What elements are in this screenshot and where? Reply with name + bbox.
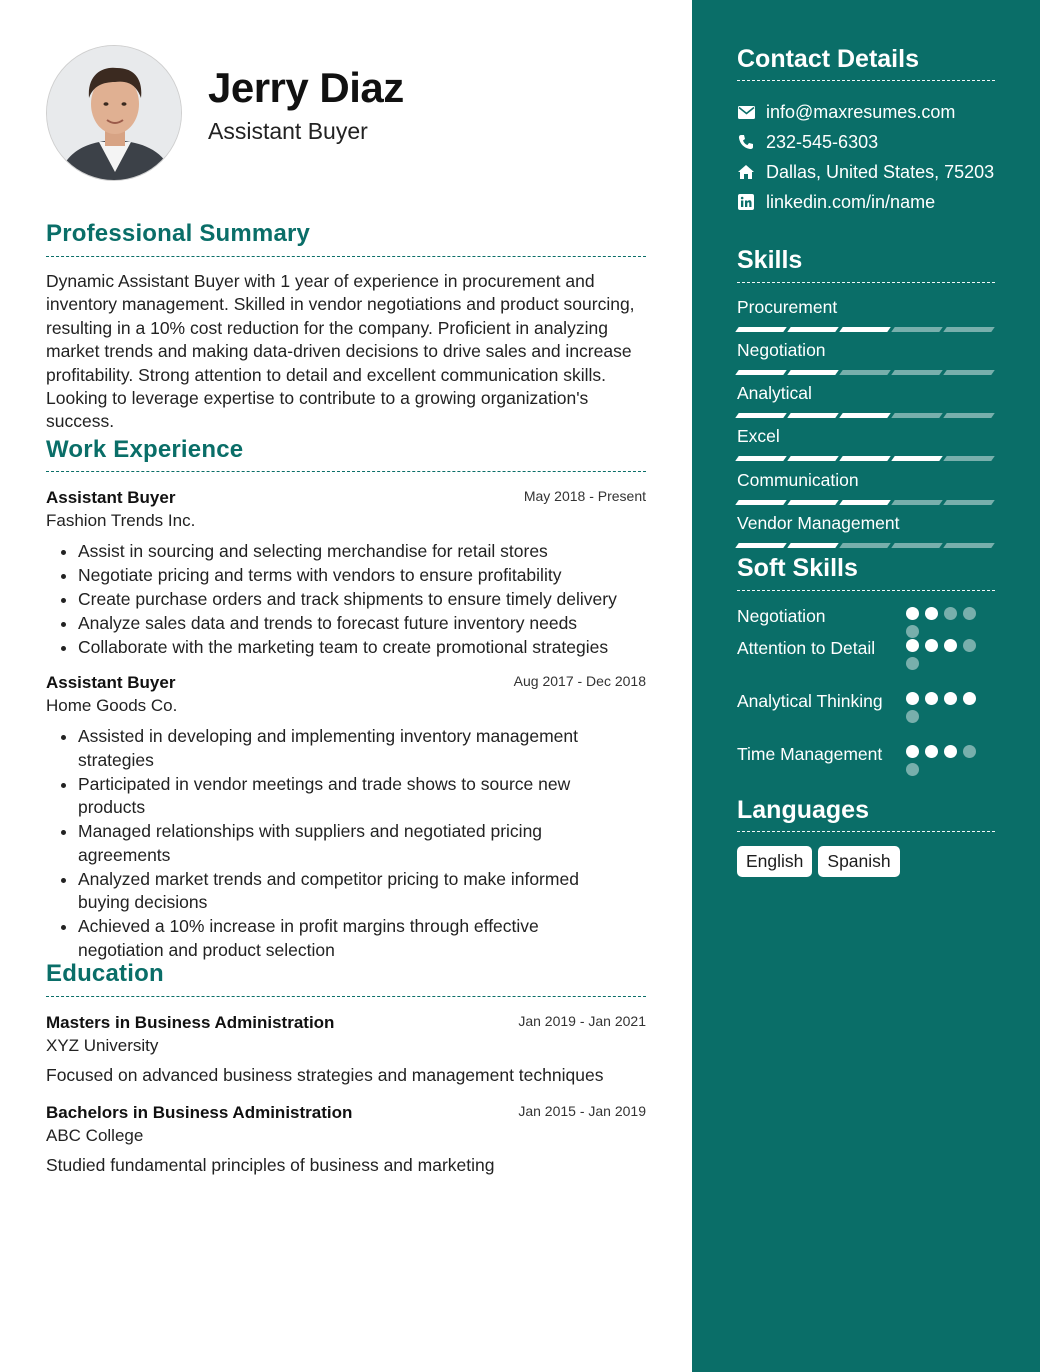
education-description: Studied fundamental principles of business and marketing xyxy=(46,1155,495,1175)
soft-skill-item xyxy=(737,637,995,660)
summary-text: Dynamic Assistant Buyer with 1 year of experience in procurement and inventory management. Skilled in vendor negotiations and product sourcing, resulting in a 10% cost reduction for the company. Proficient in analyzing market trends and making data-driven decisions to drive sales and increase profitability. Strong attention to detail and excellent communication skills. Looking to leverage expertise to contribute to a growing organization's success. xyxy=(46,271,635,432)
job-dates: May 2018 - Present xyxy=(523,488,646,504)
skill-item xyxy=(737,513,995,548)
soft-skill-rating xyxy=(906,745,982,776)
skill-level-meter xyxy=(737,500,995,505)
skill-item xyxy=(737,426,995,461)
job-dates: Aug 2017 - Dec 2018 xyxy=(513,673,646,689)
contact-phone-text: 232-545-6303 xyxy=(766,131,879,152)
skill-level-meter xyxy=(737,456,995,461)
soft-skill-name: Negotiation xyxy=(737,606,826,626)
rating-dot xyxy=(963,745,976,758)
rating-dot xyxy=(906,710,919,723)
skill-level-segment xyxy=(735,370,787,375)
contact-email-text: info@maxresumes.com xyxy=(766,101,956,122)
summary-divider xyxy=(46,256,646,257)
candidate-role: Assistant Buyer xyxy=(208,118,368,144)
contact-phone[interactable] xyxy=(737,130,878,154)
education-dates: Jan 2019 - Jan 2021 xyxy=(518,1013,646,1029)
skill-level-meter xyxy=(737,370,995,375)
skill-level-segment xyxy=(787,543,839,548)
job-bullet: • Achieved a 10% increase in profit margins through effective negotiation and product selection xyxy=(78,915,606,962)
education-dates: Jan 2015 - Jan 2019 xyxy=(518,1103,646,1119)
job-bullet: • Analyze sales data and trends to forecast future inventory needs xyxy=(78,612,646,636)
skill-level-segment xyxy=(735,456,787,461)
skills-divider xyxy=(737,282,995,283)
rating-dot xyxy=(906,745,919,758)
job-title: Assistant Buyer xyxy=(46,673,176,692)
skill-level-segment xyxy=(839,543,891,548)
language-chip: English xyxy=(737,846,812,877)
skill-level-segment xyxy=(943,370,995,375)
soft-skills-heading: Soft Skills xyxy=(737,554,858,582)
skill-level-segment xyxy=(787,413,839,418)
rating-dot xyxy=(944,745,957,758)
skill-name: Excel xyxy=(737,426,780,446)
summary-heading: Professional Summary xyxy=(46,220,311,247)
skill-level-segment xyxy=(891,370,943,375)
rating-dot xyxy=(925,692,938,705)
school-name: XYZ University xyxy=(46,1036,159,1055)
contact-linkedin[interactable] xyxy=(737,190,935,214)
skill-level-segment xyxy=(943,327,995,332)
experience-heading: Work Experience xyxy=(46,436,244,463)
contact-address-text: Dallas, United States, 75203 xyxy=(766,161,995,182)
education-divider xyxy=(46,996,646,997)
degree-title: Bachelors in Business Administration xyxy=(46,1103,353,1122)
job-entry xyxy=(46,673,646,963)
skill-item xyxy=(737,340,995,375)
school-name: ABC College xyxy=(46,1126,144,1145)
soft-skills-divider xyxy=(737,590,995,591)
skill-level-segment xyxy=(839,413,891,418)
skill-level-segment xyxy=(839,327,891,332)
profile-photo xyxy=(46,45,182,181)
rating-dot xyxy=(944,692,957,705)
job-company: Fashion Trends Inc. xyxy=(46,511,196,530)
person-photo-icon xyxy=(47,46,182,181)
skill-level-segment xyxy=(891,413,943,418)
languages-divider xyxy=(737,831,995,832)
skill-level-segment xyxy=(735,327,787,332)
skill-level-meter xyxy=(737,543,995,548)
rating-dot xyxy=(963,692,976,705)
skill-level-segment xyxy=(943,543,995,548)
soft-skill-name: Attention to Detail xyxy=(737,638,876,658)
job-bullet: • Collaborate with the marketing team to create promotional strategies xyxy=(78,636,646,660)
skill-name: Vendor Management xyxy=(737,513,900,533)
soft-skill-item xyxy=(737,690,995,713)
skill-level-segment xyxy=(891,543,943,548)
degree-title: Masters in Business Administration xyxy=(46,1013,335,1032)
skill-item xyxy=(737,383,995,418)
contact-address xyxy=(737,160,994,184)
soft-skill-name: Time Management xyxy=(737,744,883,764)
rating-dot xyxy=(925,607,938,620)
rating-dot xyxy=(906,657,919,670)
skill-level-segment xyxy=(839,456,891,461)
skill-level-meter xyxy=(737,327,995,332)
skills-heading: Skills xyxy=(737,246,803,274)
skill-level-segment xyxy=(787,456,839,461)
rating-dot xyxy=(944,639,957,652)
skill-level-segment xyxy=(943,413,995,418)
education-entry xyxy=(46,1013,646,1086)
skill-level-segment xyxy=(787,327,839,332)
sidebar xyxy=(692,0,1040,1372)
rating-dot xyxy=(906,692,919,705)
rating-dot xyxy=(944,607,957,620)
candidate-name: Jerry Diaz xyxy=(208,64,404,111)
skill-item xyxy=(737,470,995,505)
skill-level-segment xyxy=(787,500,839,505)
contact-heading: Contact Details xyxy=(737,45,919,73)
job-bullet: • Analyzed market trends and competitor pricing to make informed buying decisions xyxy=(78,868,606,915)
skill-name: Communication xyxy=(737,470,859,490)
skill-level-segment xyxy=(735,413,787,418)
job-bullet: • Negotiate pricing and terms with vendors to ensure profitability xyxy=(78,564,646,588)
education-entry xyxy=(46,1103,646,1176)
language-chip: Spanish xyxy=(818,846,899,877)
rating-dot xyxy=(906,763,919,776)
home-icon xyxy=(737,163,755,181)
job-bullet: • Create purchase orders and track shipments to ensure timely delivery xyxy=(78,588,646,612)
skill-level-segment xyxy=(891,327,943,332)
soft-skill-item xyxy=(737,743,995,766)
skill-level-segment xyxy=(839,370,891,375)
rating-dot xyxy=(925,745,938,758)
job-bullets xyxy=(46,725,646,963)
skill-level-segment xyxy=(735,543,787,548)
job-bullet: • Assist in sourcing and selecting merchandise for retail stores xyxy=(78,540,646,564)
skill-level-segment xyxy=(839,500,891,505)
skill-name: Negotiation xyxy=(737,340,826,360)
contact-linkedin-text: linkedin.com/in/name xyxy=(766,191,936,212)
skill-name: Procurement xyxy=(737,297,838,317)
soft-skill-rating xyxy=(906,607,982,638)
job-entry xyxy=(46,488,646,660)
job-company: Home Goods Co. xyxy=(46,696,178,715)
linkedin-icon xyxy=(737,193,755,211)
job-bullet: • Participated in vendor meetings and trade shows to source new products xyxy=(78,773,606,820)
soft-skill-name: Analytical Thinking xyxy=(737,691,883,711)
rating-dot xyxy=(925,639,938,652)
skill-level-segment xyxy=(891,500,943,505)
skill-level-meter xyxy=(737,413,995,418)
skill-level-segment xyxy=(943,456,995,461)
experience-divider xyxy=(46,471,646,472)
languages-list xyxy=(737,846,900,877)
job-bullet: • Assisted in developing and implementing inventory management strategies xyxy=(78,725,606,772)
rating-dot xyxy=(906,607,919,620)
rating-dot xyxy=(906,639,919,652)
rating-dot xyxy=(963,639,976,652)
skill-item xyxy=(737,297,995,332)
skill-level-segment xyxy=(943,500,995,505)
soft-skill-item xyxy=(737,605,995,628)
rating-dot xyxy=(963,607,976,620)
phone-icon xyxy=(737,133,755,151)
education-heading: Education xyxy=(46,960,164,987)
skill-level-segment xyxy=(787,370,839,375)
job-bullets xyxy=(46,540,646,660)
skill-level-segment xyxy=(735,500,787,505)
languages-heading: Languages xyxy=(737,796,869,824)
education-description: Focused on advanced business strategies and management techniques xyxy=(46,1065,604,1085)
contact-divider xyxy=(737,80,995,81)
soft-skill-rating xyxy=(906,639,982,670)
contact-email[interactable] xyxy=(737,100,955,124)
skill-level-segment xyxy=(891,456,943,461)
skill-name: Analytical xyxy=(737,383,812,403)
envelope-icon xyxy=(737,103,755,121)
job-bullet: • Managed relationships with suppliers and negotiated pricing agreements xyxy=(78,820,606,867)
soft-skill-rating xyxy=(906,692,982,723)
job-title: Assistant Buyer xyxy=(46,488,176,507)
